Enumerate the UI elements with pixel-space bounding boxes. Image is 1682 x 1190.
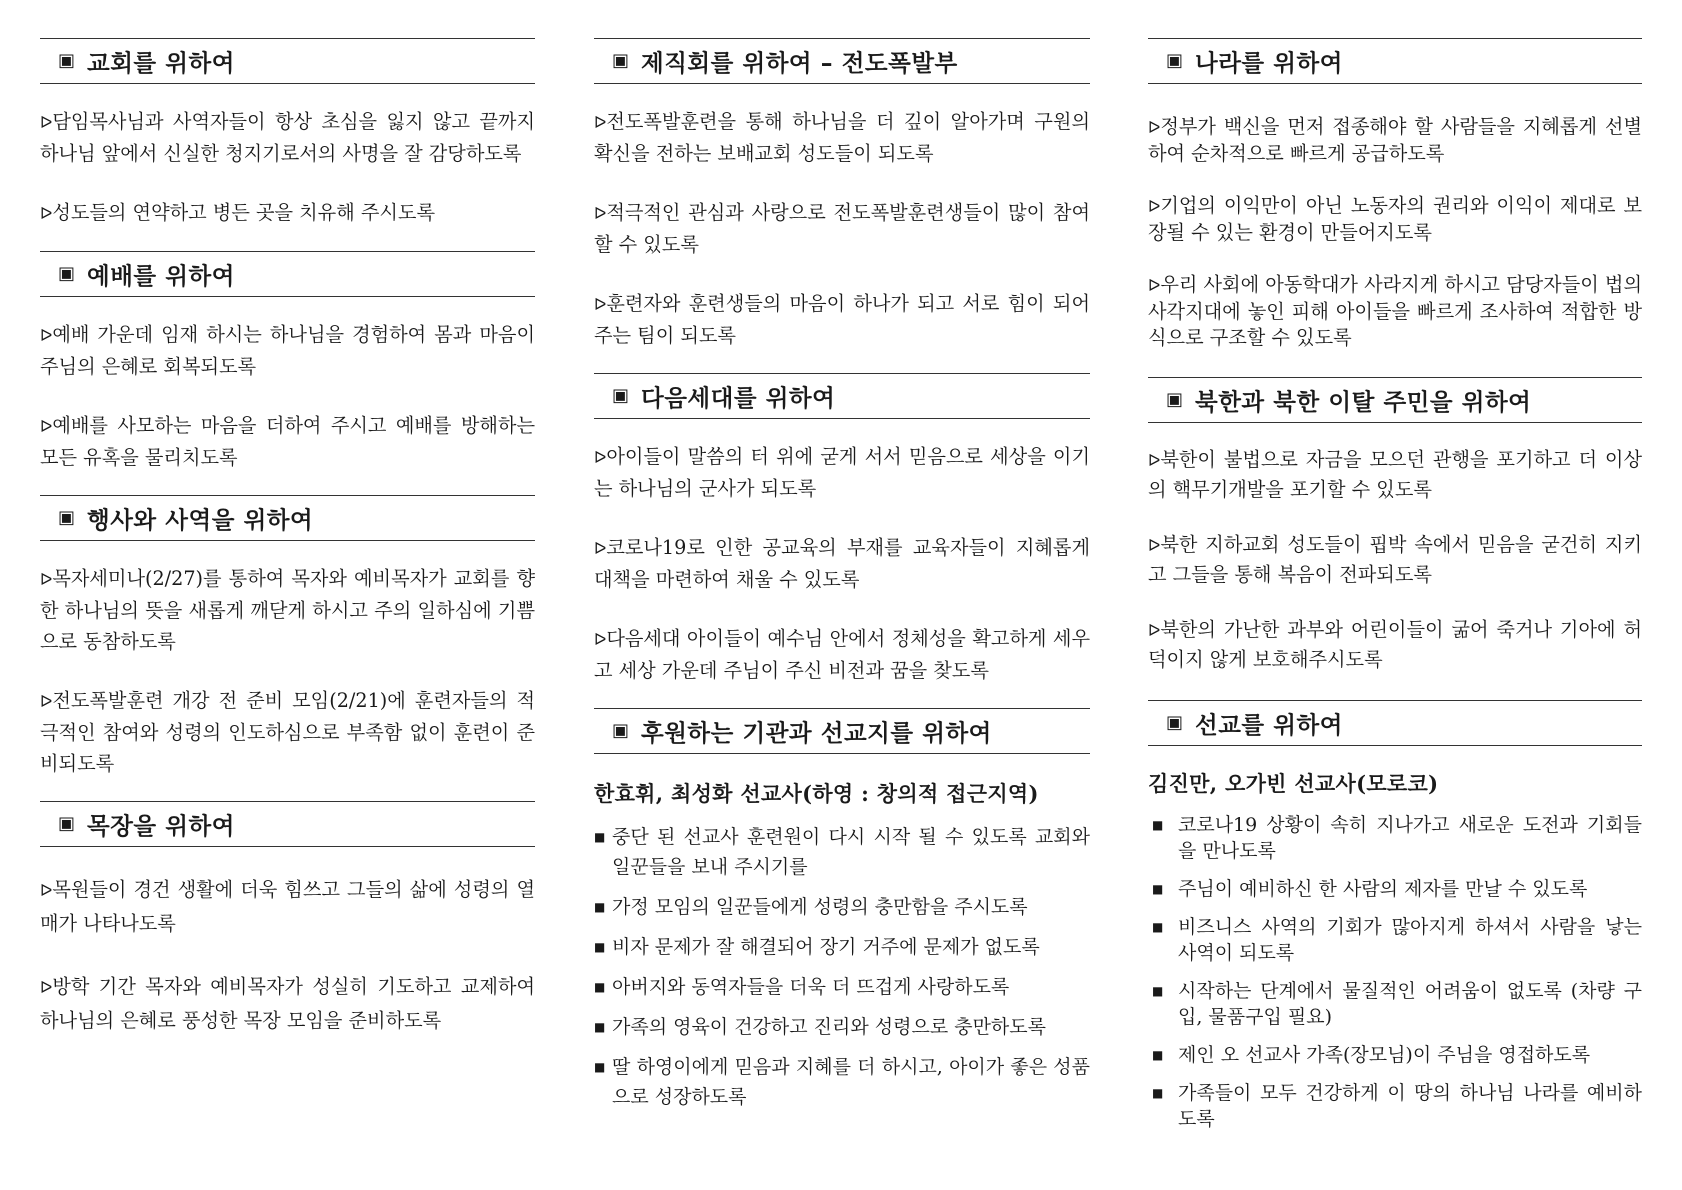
section-nation (1148, 38, 1642, 351)
prayer-item: ᐅ성도들의 연약하고 병든 곳을 치유해 주시도록 (40, 201, 435, 224)
section-title: 다음세대를 위하여 (641, 384, 836, 412)
section-header (1148, 38, 1642, 84)
section-header (1148, 700, 1642, 746)
bullet-square-icon: ■ (594, 1020, 606, 1034)
section-title: 예배를 위하여 (87, 262, 235, 290)
triangle-icon: ᐅ (594, 113, 607, 132)
section-title: 나라를 위하여 (1195, 49, 1343, 77)
square-marker-icon: ▣ (1166, 712, 1184, 733)
prayer-item: ᐅ북한 지하교회 성도들이 핍박 속에서 믿음을 굳건히 지키고 그들을 통해 복음이 전파되도록 (1148, 533, 1642, 586)
prayer-item: ᐅ우리 사회에 아동학대가 사라지게 하시고 담당자들이 법의 사각지대에 놓인 피해 아이들을 빠르게 조사하여 적합한 방식으로 구조할 수 있도록 (1148, 273, 1642, 349)
triangle-icon: ᐅ (594, 630, 607, 649)
square-marker-icon: ▣ (612, 720, 630, 741)
prayer-item: ᐅ북한이 불법으로 자금을 모으던 관행을 포기하고 더 이상의 핵무기개발을 포기할 수 있도록 (1148, 448, 1642, 501)
prayer-item: ᐅ적극적인 관심과 사랑으로 전도폭발훈련생들이 많이 참여할 수 있도록 (594, 201, 1090, 256)
bullet-square-icon: ■ (1152, 882, 1164, 896)
list-item: ■ 주님이 예비하신 한 사람의 제자를 만날 수 있도록 (1152, 878, 1588, 900)
triangle-icon: ᐅ (594, 539, 607, 558)
square-marker-icon: ▣ (58, 813, 76, 834)
section-header (40, 251, 535, 297)
bullet-square-icon: ■ (594, 980, 606, 994)
section-events (40, 495, 535, 779)
prayer-item: ᐅ훈련자와 훈련생들의 마음이 하나가 되고 서로 힘이 되어주는 팀이 되도록 (594, 292, 1090, 347)
square-marker-icon: ▣ (1166, 389, 1184, 410)
triangle-icon: ᐅ (594, 295, 607, 314)
bullet-square-icon: ■ (594, 830, 606, 844)
list-item: ■ 가족들이 모두 건강하게 이 땅의 하나님 나라를 예비하도록 (1152, 1082, 1642, 1130)
prayer-item: ᐅ예배를 사모하는 마음을 더하여 주시고 예배를 방해하는 모든 유혹을 물리치도록 (40, 414, 535, 469)
bullet-square-icon: ■ (594, 1060, 606, 1074)
section-small-group (40, 801, 535, 1037)
prayer-item: ᐅ코로나19로 인한 공교육의 부재를 교육자들이 지혜롭게 대책을 마련하여 채울 수 있도록 (594, 536, 1090, 591)
triangle-icon: ᐅ (40, 417, 53, 436)
square-marker-icon: ▣ (58, 50, 76, 71)
column-3 (1148, 38, 1642, 1144)
list-item: ■ 비자 문제가 잘 해결되어 장기 거주에 문제가 없도록 (594, 932, 1090, 962)
section-title: 교회를 위하여 (87, 49, 235, 77)
section-missions-support (594, 708, 1090, 1112)
list-item: ■ 딸 하영이에게 믿음과 지혜를 더 하시고, 아이가 좋은 성품으로 성장하도록 (594, 1052, 1090, 1112)
triangle-icon: ᐅ (1148, 536, 1161, 555)
prayer-item: ᐅ목자세미나(2/27)를 통하여 목자와 예비목자가 교회를 향한 하나님의 뜻을 새롭게 깨닫게 하시고 주의 일하심에 기쁨으로 동참하도록 (40, 567, 535, 653)
list-item: ■ 비즈니스 사역의 기회가 많아지게 하셔서 사람을 낳는 사역이 되도록 (1152, 916, 1642, 964)
section-header (40, 38, 535, 84)
prayer-item: ᐅ담임목사님과 사역자들이 항상 초심을 잃지 않고 끝까지 하나님 앞에서 신실한 청지기로서의 사명을 잘 감당하도록 (40, 110, 535, 165)
triangle-icon: ᐅ (40, 570, 53, 589)
bullet-square-icon: ■ (594, 940, 606, 954)
list-item: ■ 시작하는 단계에서 물질적인 어려움이 없도록 (차량 구입, 물품구입 필요) (1152, 980, 1642, 1028)
square-marker-icon: ▣ (58, 263, 76, 284)
square-marker-icon: ▣ (612, 385, 630, 406)
section-north-korea (1148, 377, 1642, 674)
triangle-icon: ᐅ (40, 326, 53, 345)
prayer-item: ᐅ예배 가운데 임재 하시는 하나님을 경험하여 몸과 마음이 주님의 은혜로 회복되도록 (40, 323, 535, 378)
triangle-icon: ᐅ (40, 113, 53, 132)
prayer-item: ᐅ다음세대 아이들이 예수님 안에서 정체성을 확고하게 세우고 세상 가운데 주님이 주신 비전과 꿈을 찾도록 (594, 627, 1090, 682)
missionary-name: 한효휘, 최성화 선교사(하영 : 창의적 접근지역) (594, 781, 1039, 806)
prayer-item: ᐅ전도폭발훈련을 통해 하나님을 더 깊이 알아가며 구원의 확신을 전하는 보배교회 성도들이 되도록 (594, 110, 1090, 165)
prayer-item: ᐅ정부가 백신을 먼저 접종해야 할 사람들을 지혜롭게 선별하여 순차적으로 빠르게 공급하도록 (1148, 115, 1642, 165)
section-title: 목장을 위하여 (87, 812, 235, 840)
prayer-list (594, 822, 1090, 1112)
section-church (40, 38, 535, 229)
prayer-item: ᐅ기업의 이익만이 아닌 노동자의 권리와 이익이 제대로 보장될 수 있는 환경이 만들어지도록 (1148, 194, 1642, 244)
section-deacons (594, 38, 1090, 351)
column-2 (594, 38, 1090, 1122)
triangle-icon: ᐅ (1148, 451, 1161, 470)
triangle-icon: ᐅ (40, 692, 53, 711)
triangle-icon: ᐅ (40, 978, 53, 997)
section-title: 후원하는 기관과 선교지를 위하여 (641, 719, 992, 747)
bullet-square-icon: ■ (1152, 1048, 1164, 1062)
section-header (594, 373, 1090, 419)
list-item: ■ 제인 오 선교사 가족(장모님)이 주님을 영접하도록 (1152, 1044, 1591, 1066)
bullet-square-icon: ■ (1152, 984, 1164, 998)
bullet-square-icon: ■ (594, 900, 606, 914)
section-header (40, 801, 535, 847)
prayer-item: ᐅ방학 기간 목자와 예비목자가 성실히 기도하고 교제하여 하나님의 은혜로 풍성한 목장 모임을 준비하도록 (40, 975, 535, 1032)
section-header (594, 708, 1090, 754)
section-worship (40, 251, 535, 473)
section-header (40, 495, 535, 541)
triangle-icon: ᐅ (40, 204, 53, 223)
bullet-square-icon: ■ (1152, 1086, 1164, 1100)
prayer-item: ᐅ전도폭발훈련 개강 전 준비 모임(2/21)에 훈련자들의 적극적인 참여와 성령의 인도하심으로 부족함 없이 훈련이 준비되도록 (40, 689, 535, 775)
square-marker-icon: ▣ (1166, 50, 1184, 71)
section-title: 북한과 북한 이탈 주민을 위하여 (1195, 388, 1532, 416)
section-header (1148, 377, 1642, 423)
list-item: ■ 중단 된 선교사 훈련원이 다시 시작 될 수 있도록 교회와 일꾼들을 보내 주시기를 (594, 822, 1090, 882)
prayer-item: ᐅ아이들이 말씀의 터 위에 굳게 서서 믿음으로 세상을 이기는 하나님의 군사가 되도록 (594, 445, 1090, 500)
list-item: ■ 가정 모임의 일꾼들에게 성령의 충만함을 주시도록 (594, 892, 1090, 922)
section-missions (1148, 700, 1642, 1132)
triangle-icon: ᐅ (594, 448, 607, 467)
section-header (594, 38, 1090, 84)
triangle-icon: ᐅ (594, 204, 607, 223)
list-item: ■ 아버지와 동역자들을 더욱 더 뜨겁게 사랑하도록 (594, 972, 1090, 1002)
list-item: ■ 가족의 영육이 건강하고 진리와 성령으로 충만하도록 (594, 1012, 1090, 1042)
square-marker-icon: ▣ (58, 507, 76, 528)
prayer-item: ᐅ목원들이 경건 생활에 더욱 힘쓰고 그들의 삶에 성령의 열매가 나타나도록 (40, 878, 535, 935)
column-1 (40, 38, 535, 1065)
triangle-icon: ᐅ (40, 881, 53, 900)
list-item: ■ 코로나19 상황이 속히 지나가고 새로운 도전과 기회들을 만나도록 (1152, 814, 1642, 862)
section-title: 선교를 위하여 (1195, 711, 1343, 739)
prayer-item: ᐅ북한의 가난한 과부와 어린이들이 굶어 죽거나 기아에 허덕이지 않게 보호해주시도록 (1148, 618, 1642, 671)
section-title: 제직회를 위하여 – 전도폭발부 (641, 49, 958, 77)
triangle-icon: ᐅ (1148, 197, 1161, 216)
bullet-square-icon: ■ (1152, 920, 1164, 934)
bullet-square-icon: ■ (1152, 818, 1164, 832)
section-next-generation (594, 373, 1090, 686)
missionary-name: 김진만, 오가빈 선교사(모로코) (1148, 771, 1439, 796)
square-marker-icon: ▣ (612, 50, 630, 71)
section-title: 행사와 사역을 위하여 (87, 506, 314, 534)
triangle-icon: ᐅ (1148, 118, 1161, 137)
prayer-list (1148, 812, 1642, 1132)
triangle-icon: ᐅ (1148, 276, 1161, 295)
triangle-icon: ᐅ (1148, 621, 1161, 640)
